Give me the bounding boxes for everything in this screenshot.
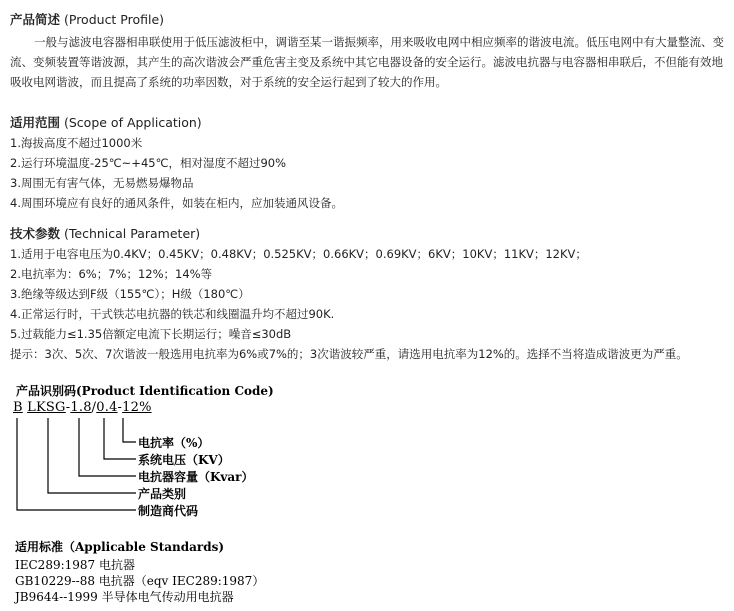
technical-item: 2.电抗率为：6%；7%；12%；14%等 (10, 267, 213, 281)
leader-line-voltage (104, 418, 136, 459)
technical-item: 5.过载能力≤1.35倍额定电流下长期运行；噪音≤30dB (10, 327, 292, 341)
code-voltage: 0.4 (96, 400, 118, 415)
code-category: LKSG (27, 400, 66, 415)
technical-item: 3.绝缘等级达到F级（155℃）；H级（180℃） (10, 287, 250, 301)
code-sep: - (65, 400, 71, 415)
technical-item: 4.正常运行时，干式铁芯电抗器的铁芯和线圈温升均不超过90K. (10, 307, 335, 321)
application-title-cn: 适用范围 (10, 115, 61, 130)
code-sep: - (117, 400, 123, 415)
standard-item: IEC289:1987 电抗器 (15, 558, 135, 572)
technical-title-cn: 技术参数 (10, 226, 61, 241)
application-item: 1.海拔高度不超过1000米 (10, 136, 143, 150)
code-reactance: 12% (122, 400, 152, 415)
code-manufacturer: B (13, 400, 23, 415)
application-item: 4.周围环境应有良好的通风条件，如装在柜内，应加装通风设备。 (10, 196, 343, 210)
label-reactance: 电抗率（%） (138, 436, 210, 450)
technical-heading (10, 226, 200, 242)
leader-line-reactance (123, 418, 136, 442)
leader-line-manufacturer (17, 418, 136, 510)
application-item: 2.运行环境温度-25℃~+45℃，相对湿度不超过90% (10, 156, 287, 170)
application-heading (10, 115, 202, 131)
profile-title-cn: 产品简述 (10, 12, 61, 27)
standard-item: GB10229--88 电抗器（eqv IEC289:1987） (15, 574, 265, 588)
application-item: 3.周围无有害气体，无易燃易爆物品 (10, 176, 194, 190)
profile-title-en: (Product Profile) (64, 12, 165, 27)
identification-code-figure (12, 378, 274, 611)
standard-item: JB9644--1999 半导体电气传动用电抗器 (15, 590, 234, 604)
technical-title-en: (Technical Parameter) (64, 226, 201, 241)
technical-item: 1.适用于电容电压为0.4KV；0.45KV；0.48KV；0.525KV；0.66KV；0.69KV；6KV；10KV；11KV；12KV； (10, 247, 587, 261)
label-capacity: 电抗器容量（Kvar） (138, 470, 254, 484)
application-title-en: (Scope of Application) (64, 115, 202, 130)
label-manufacturer: 制造商代码 (138, 504, 199, 518)
code-capacity: 1.8 (70, 400, 92, 415)
standards-title: 适用标准（Applicable Standards) (15, 540, 225, 554)
label-category: 产品类别 (138, 487, 187, 501)
code-sep: / (91, 400, 97, 415)
profile-body: 一般与滤波电容器相串联使用于低压滤波柜中，调谐至某一谐振频率，用来吸收电网中相应频率的谐波电流。低压电网中有大量整流、变流、变频装置等谐波源，其产生的高次谐波会严重危害主变及系统中其它电器设备的安全运行。滤波电抗器与电容器相串联后，不但能有效地吸收电网谐波，而且提高了系统的功率因数，对于系统的安全运行起到了较大的作用。 (10, 35, 724, 89)
label-voltage: 系统电压（KV） (138, 453, 230, 467)
identification-title: 产品识别码(Product Identification Code) (16, 384, 274, 398)
profile-heading (10, 12, 164, 28)
technical-tip: 提示：3次、5次、7次谐波一般选用电抗率为6%或7%的；3次谐波较严重，请选用电抗率为12%的。选择不当将造成谐波更为严重。 (10, 347, 688, 361)
leader-line-capacity (79, 418, 136, 476)
